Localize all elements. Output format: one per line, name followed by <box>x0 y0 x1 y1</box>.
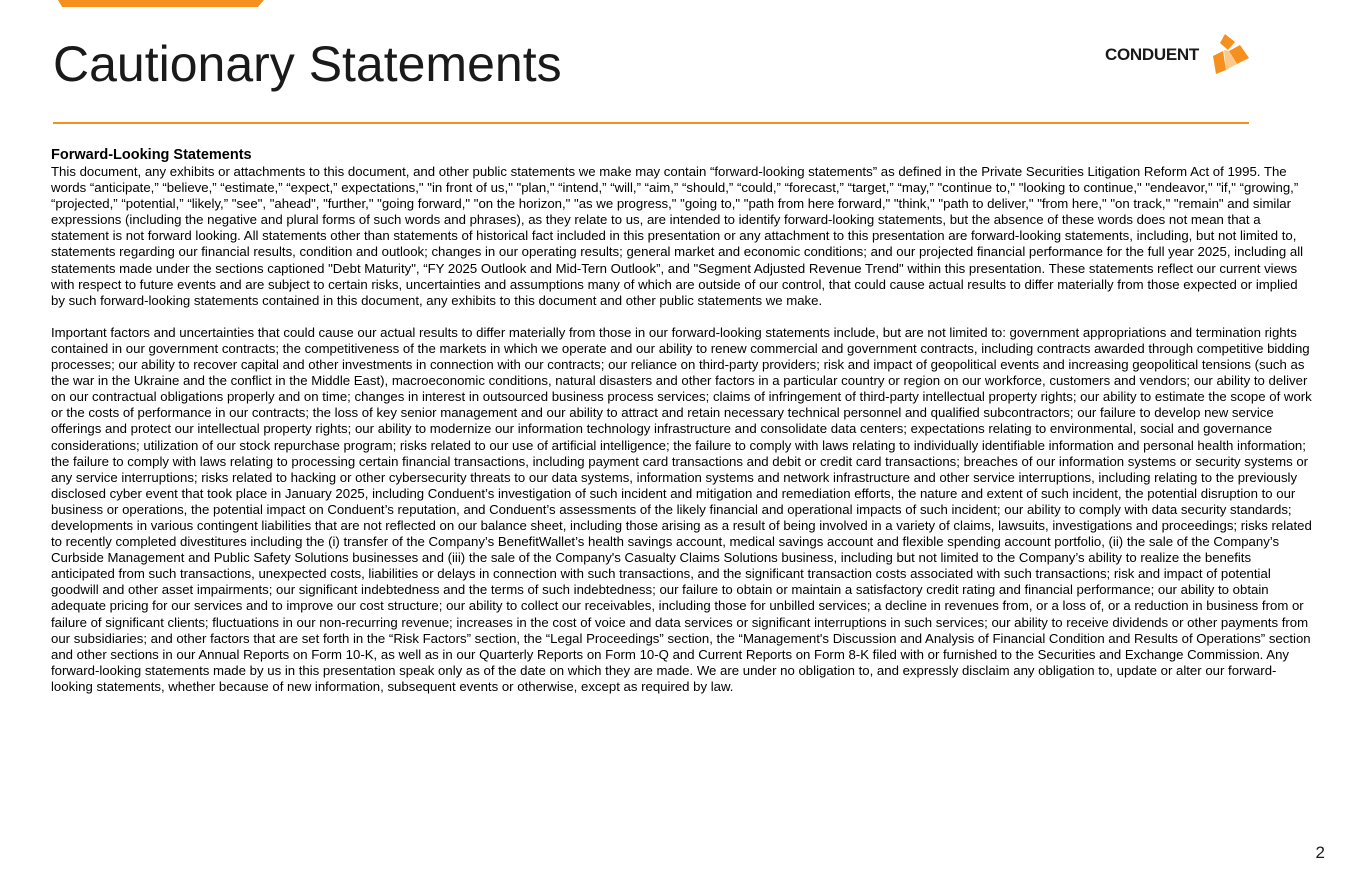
conduent-logo <box>1105 34 1255 74</box>
cautionary-statements-body <box>51 146 1315 695</box>
risk-factors-paragraph: Important factors and uncertainties that could cause our actual results to differ materially from those in our forward-looking statements include, but are not limited to: government appropriations and termination rights contained in our government contracts; the competitiveness of the markets in which we operate and our ability to renew commercial and government contracts, including contracts awarded through competitive bidding processes; our ability to recover capital and other investments in connection with our contracts; our reliance on third-party providers; risk and impact of geopolitical events and increasing geopolitical tensions (such as the war in the Ukraine and the conflict in the Middle East), macroeconomic conditions, natural disasters and other factors in a particular country or region on our workforce, customers and vendors; our ability to deliver on our contractual obligations properly and on time; changes in interest in outsourced business process services; claims of infringement of third-party intellectual property rights; our ability to estimate the scope of work or the costs of performance in our contracts; the loss of key senior management and our ability to attract and retain necessary technical personnel and qualified subcontractors; our failure to develop new service offerings and protect our intellectual property rights; our ability to modernize our information technology infrastructure and consolidate data centers; expectations relating to environmental, social and governance considerations; utilization of our stock repurchase program; risks related to our use of artificial intelligence; the failure to comply with laws relating to individually identifiable information and personal health information; the failure to comply with laws relating to processing certain financial transactions, including payment card transactions and debit or credit card transactions; breaches of our information systems or security systems or any service interruptions; risks related to hacking or other cybersecurity threats to our data systems, information systems and network infrastructure and other service interruptions, including relating to the previously disclosed cyber event that took place in January 2025, including Conduent’s investigation of such incident and mitigation and remediation efforts, the nature and extent of such incident, the potential disruption to our business or operations, the potential impact on Conduent’s reputation, and Conduent’s assessments of the likely financial and operational impacts of such incident; our ability to comply with data security standards; developments in various contingent liabilities that are not reflected on our balance sheet, including those arising as a result of being involved in a variety of claims, lawsuits, investigations and proceedings; risks related to recently completed divestitures including the (i) transfer of the Company’s BenefitWallet’s health savings account, medical savings account and flexible spending account portfolio, (ii) the sale of the Company’s Curbside Management and Public Safety Solutions businesses and (iii) the sale of the Company's Casualty Claims Solutions business, including but not limited to the Company’s ability to realize the benefits anticipated from such transactions, unexpected costs, liabilities or delays in connection with such transactions, and the significant transaction costs associated with such transactions; risk and impact of potential goodwill and other asset impairments; our significant indebtedness and the terms of such indebtedness; our failure to obtain or maintain a satisfactory credit rating and financial performance; our ability to obtain adequate pricing for our services and to improve our cost structure; our ability to collect our receivables, including those for unbilled services; a decline in revenues from, or a loss of, or a reduction in business from or failure of significant clients; fluctuations in our non-recurring revenue; increases in the cost of voice and data services or significant interruptions in such services; our ability to receive dividends or other payments from our subsidiaries; and other factors that are set forth in the “Risk Factors” section, the “Legal Proceedings” section, the “Management's Discussion and Analysis of Financial Condition and Results of Operations” section and other sections in our Annual Reports on Form 10-K, as well as in our Quarterly Reports on Form 10-Q and Current Reports on Form 8-K filed with or furnished to the Securities and Exchange Commission. Any forward-looking statements made by us in this presentation speak only as of the date on which they are made. We are under no obligation to, and expressly disclaim any obligation to, update or alter our forward-looking statements, whether because of new information, subsequent events or otherwise, except as required by law. <box>51 324 1312 694</box>
forward-looking-heading: Forward-Looking Statements <box>51 147 252 163</box>
conduent-cube-icon <box>1211 34 1251 74</box>
title-divider <box>53 122 1249 124</box>
top-accent-bar <box>58 0 264 7</box>
page-number: 2 <box>1315 843 1325 862</box>
logo-wordmark: CONDUENT <box>1105 45 1199 64</box>
page-title: Cautionary Statements <box>53 36 562 92</box>
forward-looking-paragraph: This document, any exhibits or attachments to this document, and other public statements we make may contain “forward-looking statements” as defined in the Private Securities Litigation Reform Act of 1995. The words “anticipate,” “believe,” “estimate,” “expect,” expectations," "in front of us," "plan," “intend,” “will,” “aim,” “should,” “could,” “forecast,” “target,” “may,” "continue to," "looking to continue," "endeavor," "if," “growing,” “projected,” “potential,” “likely,” "see", "ahead", "further," "going forward," "on the horizon," "as we progress," "going to," "path from here forward," "think," "path to deliver," "from here," "on track," "remain" and similar expressions (including the negative and plural forms of such words and phrases), as they relate to us, are intended to identify forward-looking statements, but the absence of these words does not mean that a statement is not forward looking. All statements other than statements of historical fact included in this presentation or any attachment to this presentation are forward-looking statements, including, but not limited to, statements regarding our financial results, condition and outlook; changes in our operating results; general market and economic conditions; and our projected financial performance for the full year 2025, including all statements made under the sections captioned "Debt Maturity", “FY 2025 Outlook and Mid-Tern Outlook”, and "Segment Adjusted Revenue Trend" within this presentation. These statements reflect our current views with respect to future events and are subject to certain risks, uncertainties and assumptions many of which are outside of our control, that could cause actual results to differ materially from those expected or implied by such forward-looking statements contained in this document, any exhibits to this document and other public statements we make. <box>51 164 1304 308</box>
